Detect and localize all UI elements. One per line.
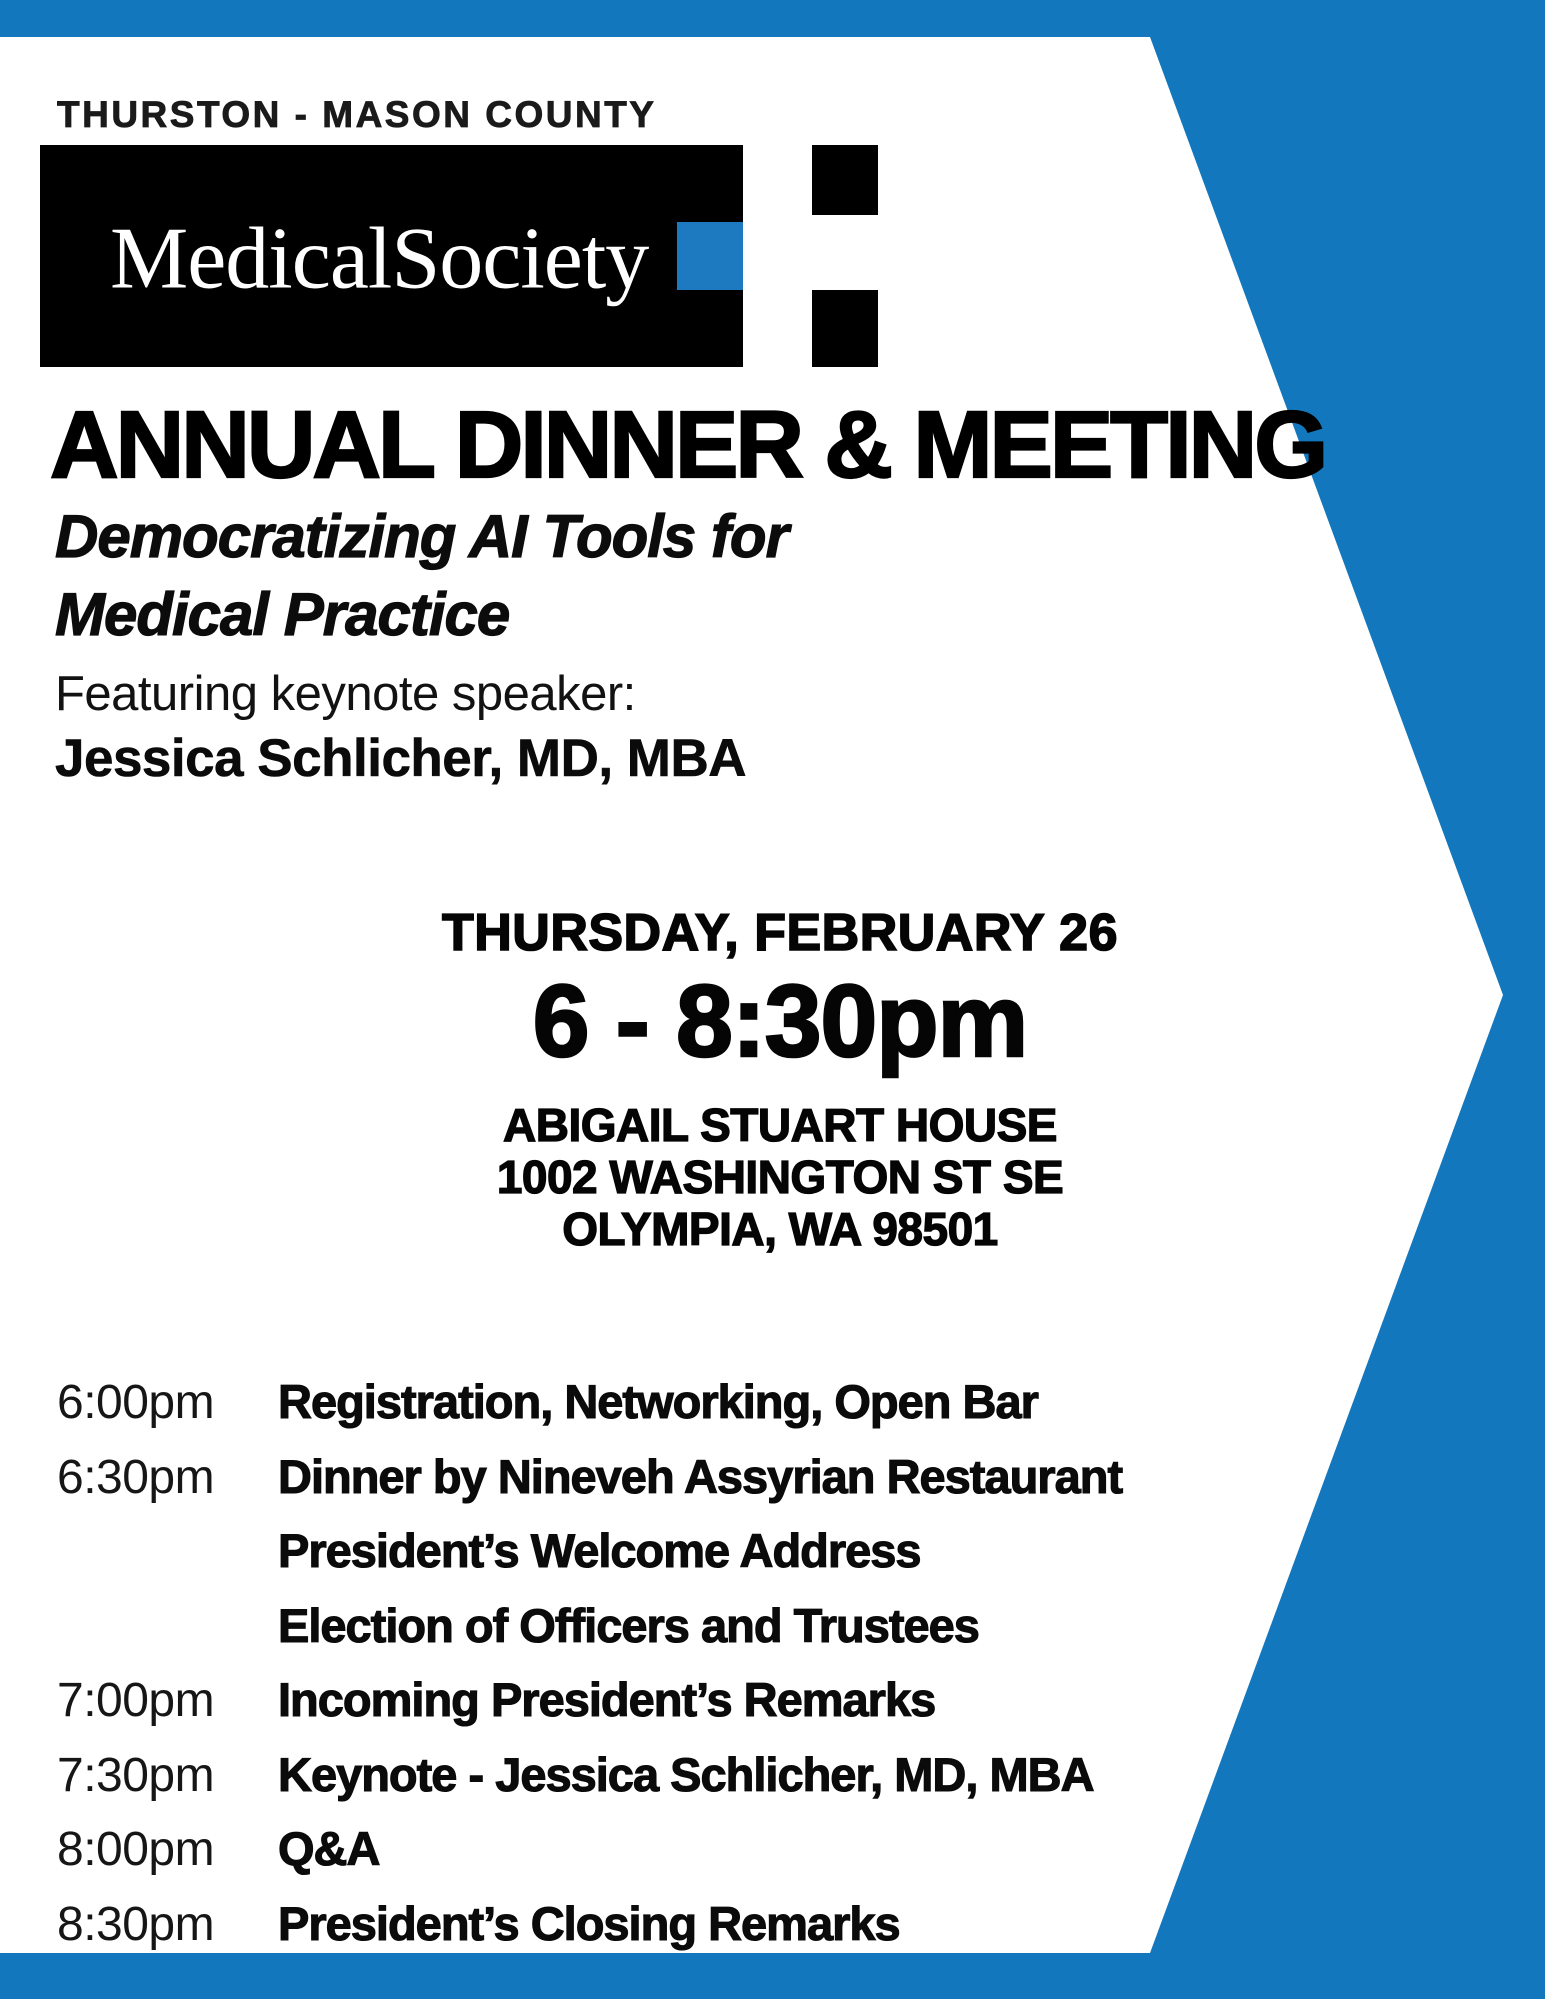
county-tagline: THURSTON - MASON COUNTY bbox=[57, 94, 657, 135]
schedule-item: Election of Officers and Trustees bbox=[278, 1598, 979, 1652]
event-details-block bbox=[30, 905, 1530, 1255]
schedule-time: 8:30pm bbox=[57, 1897, 215, 1951]
schedule-row bbox=[57, 1673, 1357, 1748]
schedule-item: President’s Welcome Address bbox=[278, 1524, 921, 1577]
venue-address: 1002 WASHINGTON ST SE bbox=[496, 1151, 1064, 1203]
venue-name: ABIGAIL STUART HOUSE bbox=[503, 1099, 1057, 1151]
venue-block bbox=[30, 1099, 1530, 1255]
schedule-row bbox=[57, 1450, 1357, 1525]
schedule-row bbox=[57, 1524, 1357, 1599]
subtitle-line-1: Democratizing AI Tools for bbox=[55, 503, 788, 570]
logo-wordmark: MedicalSociety bbox=[110, 210, 649, 308]
schedule-item: Registration, Networking, Open Bar bbox=[278, 1375, 1038, 1428]
keynote-speaker: Jessica Schlicher, MD, MBA bbox=[55, 729, 747, 788]
schedule-time: 7:30pm bbox=[57, 1748, 215, 1802]
schedule-time: 6:00pm bbox=[57, 1376, 215, 1429]
event-time: 6 - 8:30pm bbox=[532, 964, 1028, 1078]
schedule-row bbox=[57, 1822, 1357, 1897]
schedule-item: Q&A bbox=[278, 1822, 380, 1875]
medical-society-logo bbox=[40, 145, 743, 367]
keynote-intro: Featuring keynote speaker: bbox=[55, 667, 636, 721]
schedule-time: 6:30pm bbox=[57, 1450, 215, 1504]
schedule-item: Incoming President’s Remarks bbox=[278, 1673, 936, 1726]
schedule-item: President’s Closing Remarks bbox=[278, 1896, 900, 1950]
schedule-row bbox=[57, 1748, 1357, 1823]
schedule-item: Dinner by Nineveh Assyrian Restaurant bbox=[278, 1449, 1123, 1503]
logo-colon-bottom-square-icon bbox=[812, 290, 878, 367]
subtitle-line-2: Medical Practice bbox=[55, 581, 510, 648]
logo-colon-top-square-icon bbox=[812, 145, 878, 215]
schedule-row bbox=[57, 1599, 1357, 1674]
schedule-list bbox=[57, 1375, 1357, 1971]
schedule-item: Keynote - Jessica Schlicher, MD, MBA bbox=[278, 1747, 1094, 1801]
logo-blue-square-icon bbox=[677, 222, 743, 290]
event-subtitle bbox=[55, 498, 788, 654]
schedule-row bbox=[57, 1897, 1357, 1972]
event-date: THURSDAY, FEBRUARY 26 bbox=[441, 904, 1119, 962]
schedule-row bbox=[57, 1375, 1357, 1450]
event-title: ANNUAL DINNER & MEETING bbox=[50, 392, 1326, 498]
schedule-time: 7:00pm bbox=[57, 1674, 215, 1727]
schedule-time: 8:00pm bbox=[57, 1823, 215, 1876]
venue-city: OLYMPIA, WA 98501 bbox=[562, 1203, 998, 1255]
